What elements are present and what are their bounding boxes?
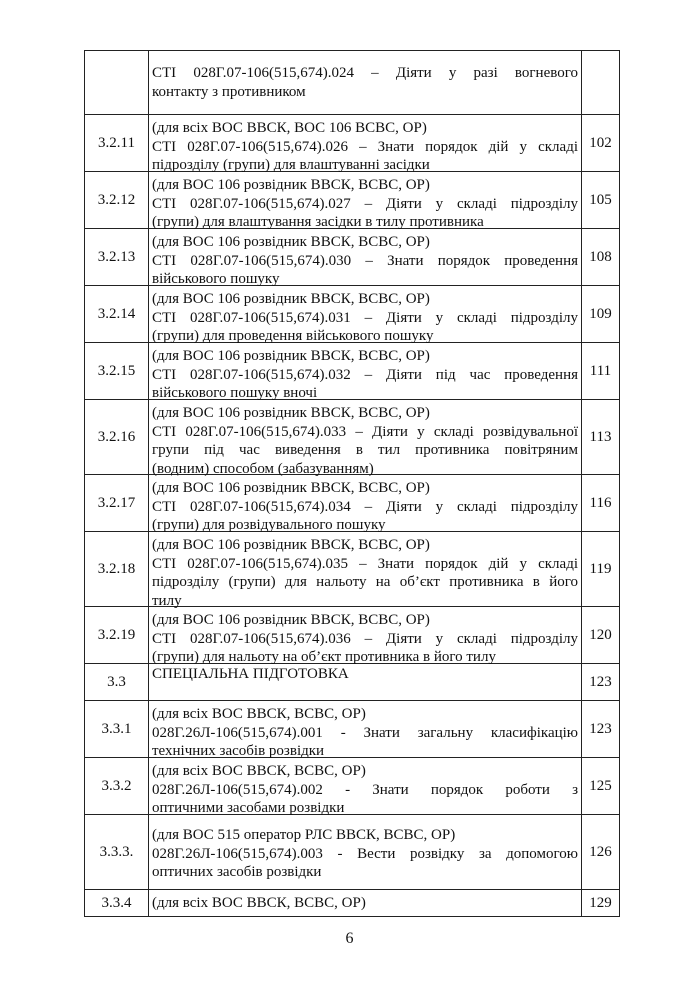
description-line: (для ВОС 106 розвідник ВВСК, ВСВС, ОР) [152, 177, 430, 194]
description-line: групи під час виведення в тил противника повітряним [152, 442, 578, 458]
description-line: СТІ 028Г.07-106(515,674).026 – Знати порядок дій у складі [152, 138, 578, 155]
toc-row [85, 701, 620, 758]
page-reference [582, 51, 620, 115]
section-description [149, 172, 582, 229]
page-reference: 126 [582, 815, 620, 890]
section-number: 3.2.15 [85, 343, 149, 400]
toc-row [85, 343, 620, 400]
description-line: військового пошуку [152, 271, 280, 288]
toc-row [85, 758, 620, 815]
section-number: 3.2.18 [85, 532, 149, 607]
description-line: (для всіх ВОС ВВСК, ВСВС, ОР) [152, 706, 366, 723]
toc-row [85, 607, 620, 664]
page-reference: 111 [582, 343, 620, 400]
description-line: військового пошуку вночі [152, 385, 318, 402]
section-description [149, 758, 582, 815]
toc-row [85, 229, 620, 286]
page-reference: 119 [582, 532, 620, 607]
description-line: (групи) для влаштування засідки в тилу противника [152, 214, 484, 231]
section-description [149, 701, 582, 758]
description-line: (групи) для проведення військового пошуку [152, 328, 434, 345]
toc-row [85, 172, 620, 229]
toc-row [85, 815, 620, 890]
section-number: 3.3.4 [85, 890, 149, 917]
section-description [149, 343, 582, 400]
description-line: (для ВОС 515 оператор РЛС ВВСК, ВСВС, ОР) [152, 827, 456, 844]
page-reference: 113 [582, 400, 620, 475]
description-line: СТІ 028Г.07-106(515,674).031 – Діяти у складі підрозділу [152, 309, 578, 326]
section-number: 3.2.19 [85, 607, 149, 664]
toc-row [85, 51, 620, 115]
description-line: 028Г.26Л-106(515,674).003 - Вести розвідку за допомогою [152, 845, 578, 862]
section-number: 3.2.11 [85, 115, 149, 172]
description-line: (для ВОС 106 розвідник ВВСК, ВСВС, ОР) [152, 348, 430, 365]
section-number: 3.3.1 [85, 701, 149, 758]
description-line: (для ВОС 106 розвідник ВВСК, ВСВС, ОР) [152, 612, 430, 629]
description-line: технічних засобів розвідки [152, 743, 325, 760]
section-number: 3.2.13 [85, 229, 149, 286]
page-reference: 120 [582, 607, 620, 664]
section-description [149, 51, 582, 115]
description-line: (для ВОС 106 розвідник ВВСК, ВСВС, ОР) [152, 480, 430, 497]
page-reference: 116 [582, 475, 620, 532]
section-description [149, 400, 582, 475]
description-line: СТІ 028Г.07-106(515,674).035 – Знати порядок дій у складі [152, 555, 578, 572]
description-line: (групи) для розвідувального пошуку [152, 517, 386, 534]
description-line: СТІ 028Г.07-106(515,674).027 – Діяти у складі підрозділу [152, 195, 578, 212]
description-line: СТІ 028Г.07-106(515,674).030 – Знати порядок проведення [152, 252, 578, 269]
page-reference: 109 [582, 286, 620, 343]
page-reference: 105 [582, 172, 620, 229]
section-description [149, 286, 582, 343]
description-line: СПЕЦІАЛЬНА ПІДГОТОВКА [152, 665, 349, 682]
section-number: 3.3 [85, 664, 149, 701]
description-line: (для ВОС 106 розвідник ВВСК, ВСВС, ОР) [152, 234, 430, 251]
section-number: 3.3.3. [85, 815, 149, 890]
description-line: підрозділу (групи) для влаштуванні засідки [152, 157, 430, 174]
description-line: оптичних засобів розвідки [152, 864, 322, 881]
description-line: (для ВОС 106 розвідник ВВСК, ВСВС, ОР) [152, 537, 430, 553]
description-line: (водним) способом (забазуванням) [152, 460, 374, 477]
description-line: (для всіх ВОС ВВСК, ВСВС, ОР) [152, 894, 366, 911]
description-line: підрозділу (групи) для нальоту на об’єкт противника в його [152, 574, 578, 590]
section-description [149, 815, 582, 890]
toc-row [85, 664, 620, 701]
page-reference: 123 [582, 701, 620, 758]
description-line: СТІ 028Г.07-106(515,674).036 – Діяти у складі підрозділу [152, 630, 578, 647]
section-number: 3.3.2 [85, 758, 149, 815]
toc-row [85, 286, 620, 343]
section-number: 3.2.14 [85, 286, 149, 343]
page-number: 6 [345, 930, 354, 947]
page-reference: 123 [582, 664, 620, 701]
description-line: тилу [152, 592, 182, 609]
toc-body [85, 51, 620, 917]
table-of-contents [84, 50, 620, 917]
section-description [149, 115, 582, 172]
page-reference: 108 [582, 229, 620, 286]
page-reference: 102 [582, 115, 620, 172]
description-line: 028Г.26Л-106(515,674).002 - Знати порядок роботи з [152, 781, 578, 798]
section-number: 3.2.16 [85, 400, 149, 475]
section-description [149, 229, 582, 286]
section-number: 3.2.17 [85, 475, 149, 532]
description-line: (для всіх ВОС ВВСК, ВОС 106 ВСВС, ОР) [152, 120, 427, 137]
section-description [149, 607, 582, 664]
description-line: СТІ 028Г.07-106(515,674).033 – Діяти у складі розвідувальної [152, 423, 578, 440]
section-description [149, 890, 582, 917]
description-line: (для ВОС 106 розвідник ВВСК, ВСВС, ОР) [152, 291, 430, 308]
description-line: 028Г.26Л-106(515,674).001 - Знати загальну класифікацію [152, 724, 578, 741]
description-line: СТІ 028Г.07-106(515,674).024 – Діяти у разі вогневого [152, 65, 578, 81]
section-number [85, 51, 149, 115]
section-description [149, 664, 582, 701]
section-number: 3.2.12 [85, 172, 149, 229]
page-reference: 125 [582, 758, 620, 815]
toc-row [85, 115, 620, 172]
description-line: оптичними засобами розвідки [152, 800, 345, 817]
section-description [149, 475, 582, 532]
description-line: (групи) для нальоту на об’єкт противника в його тилу [152, 649, 496, 666]
toc-row [85, 890, 620, 917]
page-reference: 129 [582, 890, 620, 917]
description-line: (для всіх ВОС ВВСК, ВСВС, ОР) [152, 763, 366, 780]
toc-row [85, 532, 620, 607]
toc-row [85, 400, 620, 475]
toc-row [85, 475, 620, 532]
description-line: СТІ 028Г.07-106(515,674).032 – Діяти під час проведення [152, 366, 578, 383]
section-description [149, 532, 582, 607]
description-line: СТІ 028Г.07-106(515,674).034 – Діяти у складі підрозділу [152, 498, 578, 515]
description-line: (для ВОС 106 розвідник ВВСК, ВСВС, ОР) [152, 405, 430, 421]
description-line: контакту з противником [152, 83, 306, 100]
